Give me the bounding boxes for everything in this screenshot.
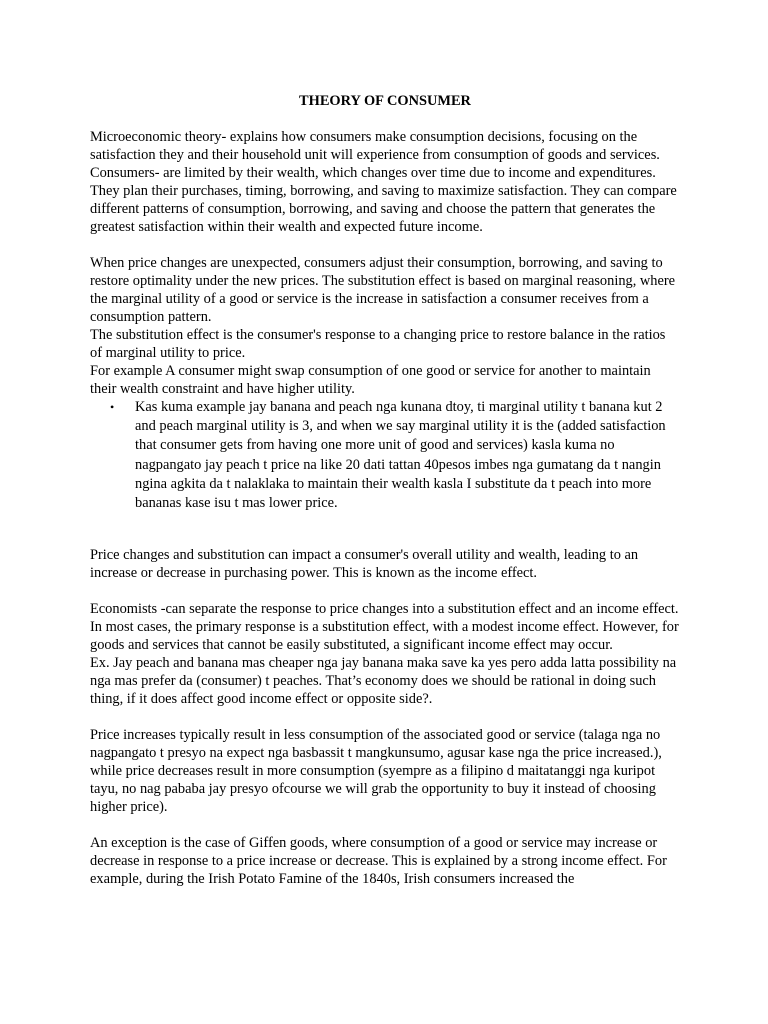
document-page [90, 92, 680, 888]
paragraph-income-effect: Price changes and substitution can impact a consumer's overall utility and wealth, leading to an increase or decrease in purchasing power. This is known as the income effect. [90, 547, 639, 582]
document-title: THEORY OF CONSUMER [299, 93, 471, 109]
spacer [90, 582, 680, 600]
paragraph-example-peach-banana: Ex. Jay peach and banana mas cheaper nga jay banana maka save ka yes pero adda latta possibility na nga mas prefer da (consumer) t peaches. That’s economy does we should be rational in doing such thing, if it does affect good income effect or opposite side?. [90, 655, 677, 708]
list-item [90, 398, 680, 513]
paragraph-economists: Economists -can separate the response to price changes into a substitution effect and an income effect. In most cases, the primary response is a substitution effect, with a modest income effect. However, for goods and services that cannot be easily substituted, a significant income effect may occur. [90, 601, 679, 654]
spacer [90, 816, 680, 834]
paragraph-consumers: Consumers- are limited by their wealth, which changes over time due to income and expenditures. They plan their purchases, timing, borrowing, and saving to maximize satisfaction. They can compare different patterns of consumption, borrowing, and saving and choose the pattern that generates the greatest satisfaction within their wealth and expected future income. [90, 165, 677, 235]
spacer [90, 708, 680, 726]
paragraph-giffen-goods: An exception is the case of Giffen goods, where consumption of a good or service may increase or decrease in response to a price increase or decrease. This is explained by a strong income effect. For example, during the Irish Potato Famine of the 1840s, Irish consumers increased the [90, 835, 667, 888]
paragraph-price-changes: When price changes are unexpected, consumers adjust their consumption, borrowing, and saving to restore optimality under the new prices. The substitution effect is based on marginal reasoning, where the marginal utility of a good or service is the increase in satisfaction a consumer receives from a consumption pattern. [90, 255, 676, 325]
bullet-text: Kas kuma example jay banana and peach nga kunana dtoy, ti marginal utility t banana kut 2 and peach marginal utility is 3, and when we say marginal utility it is the (added satisfaction that consumer gets from having one more unit of good and services) kasla kuma no nagpangato jay peach t price na like 20 dati tattan 40pesos imbes nga gumatang da t nangin ngina agkita da t nalaklaka to maintain their wealth kasla I substitute da t peach into more bananas kase isu t mas lower price. [135, 399, 666, 512]
bullet-icon: • [110, 400, 115, 414]
paragraph-microeconomic-theory: Microeconomic theory- explains how consumers make consumption decisions, focusing on the satisfaction they and their household unit will experience from consumption of goods and services. [90, 129, 660, 163]
spacer [90, 236, 680, 254]
spacer [90, 513, 680, 546]
paragraph-substitution-effect: The substitution effect is the consumer's response to a changing price to restore balance in the ratios of marginal utility to price. [90, 327, 666, 361]
paragraph-for-example: For example A consumer might swap consumption of one good or service for another to maintain their wealth constraint and have higher utility. [90, 363, 651, 397]
bullet-list [90, 398, 680, 513]
paragraph-price-increases: Price increases typically result in less consumption of the associated good or service (talaga nga no nagpangato t presyo na expect nga basbassit t mangkunsumo, agusar kase nga the price increased.), while price decreases result in more consumption (syempre as a filipino d maitatanggi nga kuripot tayu, no nag pababa jay presyo ofcourse we will grab the opportunity to buy it instead of choosing higher price). [90, 727, 662, 816]
